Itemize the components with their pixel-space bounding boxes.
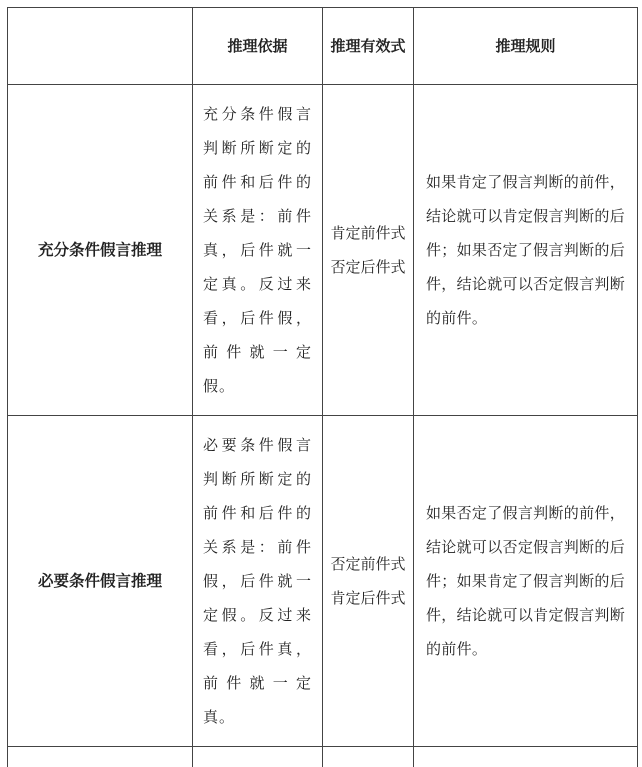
table-header-row xyxy=(8,8,638,85)
valid-form-1: 肯定前件式 xyxy=(329,216,407,250)
header-empty-cell xyxy=(8,8,193,85)
partial-cell xyxy=(323,747,414,767)
partial-cell xyxy=(193,747,323,767)
partial-cell xyxy=(414,747,638,767)
partial-cell xyxy=(8,747,193,767)
rule-cell: 如果否定了假言判断的前件，结论就可以否定假言判断的后件；如果肯定了假言判断的后件，结论就可以肯定假言判断的前件。 xyxy=(414,416,638,747)
logic-table-container xyxy=(7,7,637,767)
basis-cell: 充分条件假言判断所断定的前件和后件的关系是：前件真，后件就一定真。反过来看，后件假，前件就一定假。 xyxy=(193,85,323,416)
valid-form-2: 否定后件式 xyxy=(329,250,407,284)
header-valid-forms: 推理有效式 xyxy=(323,8,414,85)
table-row-partial xyxy=(8,747,638,767)
row-name-sufficient: 充分条件假言推理 xyxy=(8,85,193,416)
table-row xyxy=(8,85,638,416)
basis-cell: 必要条件假言判断所断定的前件和后件的关系是：前件假，后件就一定假。反过来看，后件真，前件就一定真。 xyxy=(193,416,323,747)
header-basis: 推理依据 xyxy=(193,8,323,85)
row-name-necessary: 必要条件假言推理 xyxy=(8,416,193,747)
valid-forms-cell xyxy=(323,85,414,416)
valid-form-1: 否定前件式 xyxy=(329,547,407,581)
table-row xyxy=(8,416,638,747)
rule-cell: 如果肯定了假言判断的前件，结论就可以肯定假言判断的后件；如果否定了假言判断的后件，结论就可以否定假言判断的前件。 xyxy=(414,85,638,416)
header-rules: 推理规则 xyxy=(414,8,638,85)
valid-form-2: 肯定后件式 xyxy=(329,581,407,615)
hypothetical-reasoning-table xyxy=(7,7,638,767)
valid-forms-cell xyxy=(323,416,414,747)
